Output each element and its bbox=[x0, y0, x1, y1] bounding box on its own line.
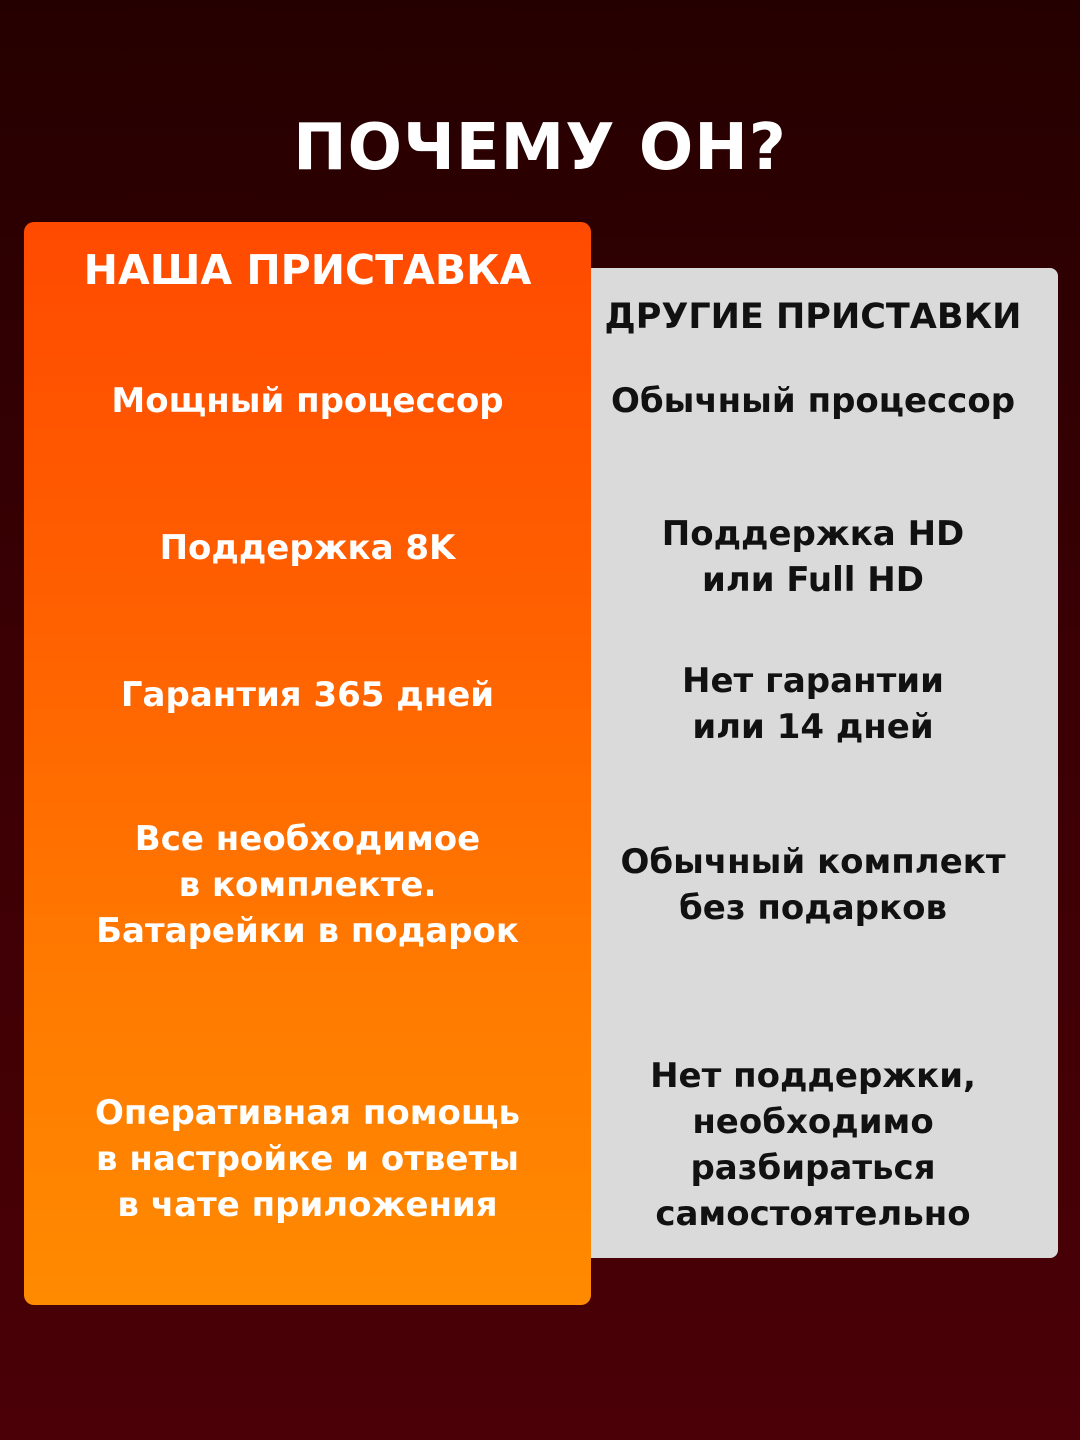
ours-item-kit: Все необходимое в комплекте. Батарейки в подарок bbox=[96, 819, 519, 951]
others-heading: ДРУГИЕ ПРИСТАВКИ bbox=[604, 297, 1022, 337]
others-item-kit: Обычный комплект без подарков bbox=[620, 842, 1006, 928]
ours-item-support: Оперативная помощь в настройке и ответы в чате приложения bbox=[95, 1093, 520, 1225]
others-item-resolution: Поддержка HD или Full HD bbox=[661, 514, 965, 600]
others-item-processor: Обычный процессор bbox=[610, 381, 1016, 421]
ours-heading: НАША ПРИСТАВКА bbox=[83, 246, 532, 294]
ours-item-resolution: Поддержка 8K bbox=[159, 528, 456, 568]
ours-item-processor: Мощный процессор bbox=[111, 381, 504, 421]
others-item-warranty: Нет гарантии или 14 дней bbox=[682, 661, 944, 747]
others-item-support: Нет поддержки, необходимо разбираться самостоятельно bbox=[650, 1056, 976, 1234]
ours-panel bbox=[24, 222, 591, 1305]
others-panel bbox=[568, 268, 1058, 1258]
page-title: ПОЧЕМУ ОН? bbox=[293, 111, 787, 185]
ours-item-warranty: Гарантия 365 дней bbox=[120, 675, 495, 715]
